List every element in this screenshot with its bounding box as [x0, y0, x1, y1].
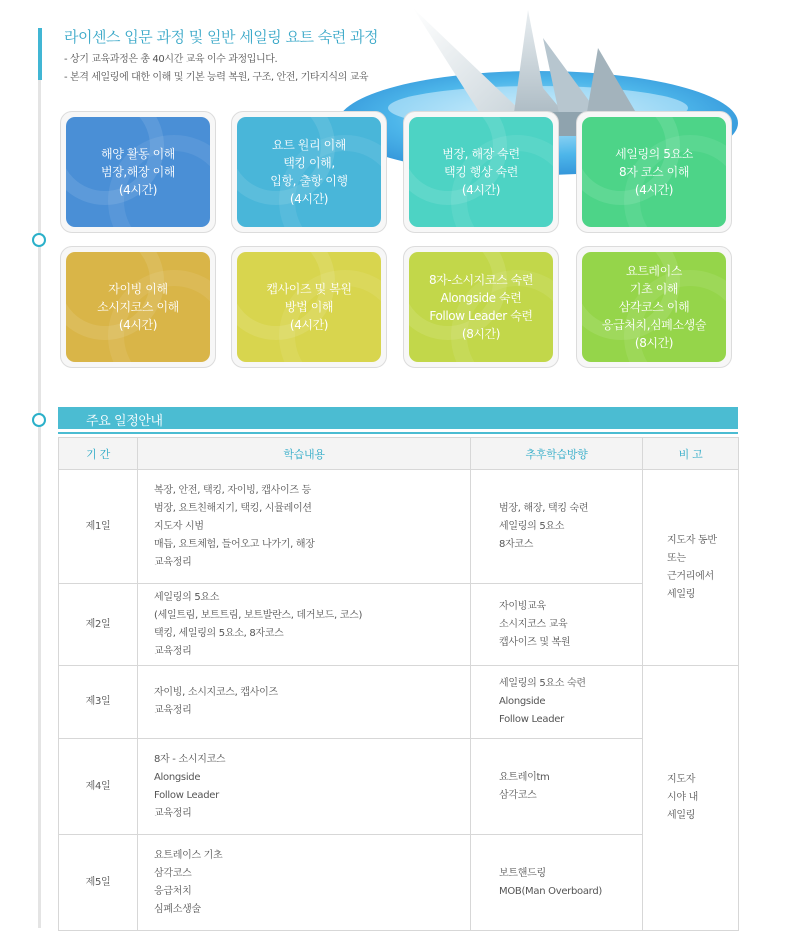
- direction-line: Alongside: [499, 696, 546, 707]
- course-card-6-inner: [237, 252, 381, 362]
- course-card-3-text: 범장, 해장 숙련 택킹 행상 숙련 (4시간): [442, 147, 520, 197]
- note-line: 세일링: [667, 588, 696, 600]
- content-cell: [138, 835, 471, 931]
- timeline-dot-courses: [32, 233, 46, 247]
- direction-line: 자이빙교육: [499, 600, 546, 612]
- course-card-4-text: 세일링의 5요소 8자 코스 이해 (4시간): [615, 147, 693, 197]
- note-line: 근거리에서: [667, 570, 714, 582]
- note-line: 지도자: [667, 774, 696, 785]
- course-card-2-text: 요트 원리 이해 택킹 이해, 입항, 출항 이행 (4시간): [270, 138, 348, 206]
- course-card-6: [231, 246, 387, 368]
- note-line: 세일링: [667, 810, 696, 821]
- course-card-1-text: 해양 활동 이해 범장,해장 이해 (4시간): [101, 147, 175, 197]
- direction-line: 요트레이tm: [499, 771, 550, 783]
- schedule-title-underline: [58, 432, 738, 434]
- course-card-8: [576, 246, 732, 368]
- schedule-header-row: [59, 438, 739, 470]
- course-card-1: [60, 111, 216, 233]
- course-card-1-inner: [66, 117, 210, 227]
- course-card-3: [403, 111, 559, 233]
- direction-line: 세일링의 5요소: [499, 520, 565, 532]
- note-line: 시야 내: [667, 792, 698, 803]
- direction-cell: [471, 584, 643, 666]
- content-line: 8자 - 소시지코스: [154, 753, 226, 765]
- direction-cell: [471, 666, 643, 739]
- content-line: 매듭, 요트체험, 들어오고 나가기, 해장: [154, 538, 315, 550]
- course-card-5-inner: [66, 252, 210, 362]
- day-cell: 제1일: [59, 470, 138, 584]
- content-line: 삼각코스: [154, 867, 192, 879]
- direction-cell: [471, 739, 643, 835]
- course-card-5-text: 자이빙 이해 소시지코스 이해 (4시간): [97, 282, 179, 332]
- note-cell: [643, 666, 739, 931]
- note-line: 또는: [667, 552, 686, 564]
- content-line: (세일트림, 보트트림, 보트발란스, 데거보드, 코스): [154, 609, 363, 621]
- course-card-2: [231, 111, 387, 233]
- table-row: [59, 739, 739, 835]
- course-card-8-text: 요트레이스 기초 이해 삼각코스 이해 응급처치,심폐소생술 (8시간): [601, 264, 707, 350]
- content-line: 교육정리: [154, 705, 192, 716]
- content-line: 범장, 요트친해지기, 택킹, 시뮬레이션: [154, 502, 312, 514]
- course-card-6-text: 캡사이즈 및 복원 방법 이해 (4시간): [266, 282, 352, 332]
- content-line: 복장, 안전, 택킹, 자이빙, 캡사이즈 등: [154, 484, 311, 496]
- title-accent: [38, 28, 42, 80]
- table-row: [59, 584, 739, 666]
- content-line: 응급처치: [154, 885, 192, 897]
- content-line: 지도자 시범: [154, 520, 204, 532]
- table-row: [59, 470, 739, 584]
- page-title: 라이센스 입문 과정 및 일반 세일링 요트 숙련 과정: [64, 28, 378, 46]
- content-line: 자이빙, 소시지코스, 캡사이즈: [154, 687, 278, 698]
- timeline-line: [38, 80, 41, 928]
- day-cell: 제2일: [59, 584, 138, 666]
- header-content: 학습내용: [138, 438, 471, 470]
- timeline-dot-schedule: [32, 413, 46, 427]
- direction-cell: [471, 470, 643, 584]
- content-cell: [138, 584, 471, 666]
- note-cell: [643, 470, 739, 666]
- content-cell: [138, 739, 471, 835]
- day-cell: 제3일: [59, 666, 138, 739]
- direction-line: 세일링의 5요소 숙련: [499, 678, 586, 689]
- content-cell: [138, 666, 471, 739]
- direction-line: 범장, 해장, 택킹 숙련: [499, 502, 589, 514]
- course-card-4-inner: [582, 117, 726, 227]
- content-line: 교육정리: [154, 645, 192, 657]
- direction-line: 삼각코스: [499, 789, 537, 801]
- schedule-table: [58, 437, 739, 931]
- content-line: 교육정리: [154, 807, 192, 819]
- header-period: 기 간: [59, 438, 138, 470]
- direction-line: Follow Leader: [499, 714, 564, 725]
- course-card-2-inner: [237, 117, 381, 227]
- direction-line: MOB(Man Overboard): [499, 885, 602, 897]
- header-direction: 추후학습방향: [471, 438, 643, 470]
- direction-line: 보트핸드링: [499, 867, 546, 879]
- content-line: 교육정리: [154, 556, 192, 568]
- course-card-7-text: 8자-소시지코스 숙련 Alongside 숙련 Follow Leader 숙련 (8시간): [428, 273, 534, 341]
- course-card-7: [403, 246, 559, 368]
- direction-cell: [471, 835, 643, 931]
- course-card-5: [60, 246, 216, 368]
- content-line: 심폐소생술: [154, 903, 201, 915]
- content-cell: [138, 470, 471, 584]
- direction-line: 소시지코스 교육: [499, 618, 568, 630]
- description-line-2: - 본격 세일링에 대한 이해 및 기본 능력 복원, 구조, 안전, 기타지식의 교육: [64, 72, 369, 83]
- content-line: 택킹, 세일링의 5요소, 8자코스: [154, 627, 284, 639]
- table-row: [59, 835, 739, 931]
- note-line: 지도자 동반: [667, 534, 717, 546]
- course-card-8-inner: [582, 252, 726, 362]
- table-row: [59, 666, 739, 739]
- direction-line: 8자코스: [499, 538, 534, 550]
- content-line: 요트레이스 기초: [154, 849, 223, 861]
- direction-line: 캡사이즈 및 복원: [499, 636, 571, 648]
- content-line: Follow Leader: [154, 789, 219, 801]
- day-cell: 제5일: [59, 835, 138, 931]
- schedule-title: 주요 일정안내: [86, 414, 163, 429]
- day-cell: 제4일: [59, 739, 138, 835]
- content-line: 세일링의 5요소: [154, 591, 220, 603]
- content-line: Alongside: [154, 771, 201, 783]
- course-card-4: [576, 111, 732, 233]
- course-card-3-inner: [409, 117, 553, 227]
- description-line-1: - 상기 교육과정은 총 40시간 교육 이수 과정입니다.: [64, 54, 278, 65]
- header-note: 비 고: [643, 438, 739, 470]
- course-card-7-inner: [409, 252, 553, 362]
